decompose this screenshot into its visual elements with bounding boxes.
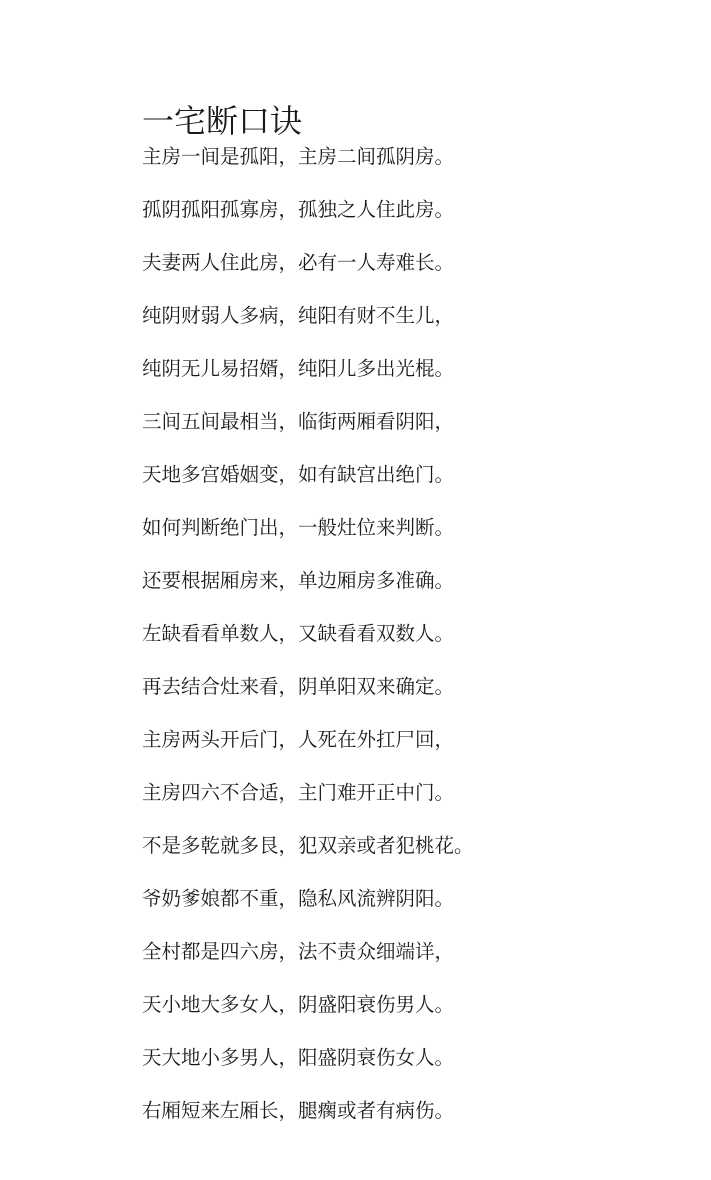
verse-line: 主房两头开后门，人死在外扛尸回，: [142, 728, 455, 751]
verse-line: 天地多宫婚姻变，如有缺宫出绝门。: [142, 463, 455, 486]
document-title: 一宅断口诀: [142, 102, 303, 140]
verse-list: [142, 142, 702, 1149]
verse-line: 天大地小多男人，阳盛阴衰伤女人。: [142, 1046, 455, 1069]
verse-line: 三间五间最相当，临街两厢看阴阳，: [142, 410, 455, 433]
verse-line: 不是多乾就多艮，犯双亲或者犯桃花。: [142, 834, 474, 857]
verse-line: 爷奶爹娘都不重，隐私风流辨阴阳。: [142, 887, 455, 910]
verse-line: 夫妻两人住此房，必有一人寿难长。: [142, 251, 455, 274]
verse-line: 纯阴无儿易招婿，纯阳儿多出光棍。: [142, 357, 455, 380]
verse-line: 孤阴孤阳孤寡房，孤独之人住此房。: [142, 198, 455, 221]
verse-line: 主房一间是孤阳，主房二间孤阴房。: [142, 145, 455, 168]
verse-line: 纯阴财弱人多病，纯阳有财不生儿，: [142, 304, 455, 327]
verse-line: 主房四六不合适，主门难开正中门。: [142, 781, 455, 804]
verse-line: 还要根据厢房来，单边厢房多准确。: [142, 569, 455, 592]
verse-line: 右厢短来左厢长，腿瘸或者有病伤。: [142, 1099, 455, 1122]
verse-line: 天小地大多女人，阴盛阳衰伤男人。: [142, 993, 455, 1016]
verse-line: 左缺看看单数人，又缺看看双数人。: [142, 622, 455, 645]
verse-line: 如何判断绝门出，一般灶位来判断。: [142, 516, 455, 539]
verse-line: 全村都是四六房，法不责众细端详，: [142, 940, 455, 963]
verse-line: 再去结合灶来看，阴单阳双来确定。: [142, 675, 455, 698]
